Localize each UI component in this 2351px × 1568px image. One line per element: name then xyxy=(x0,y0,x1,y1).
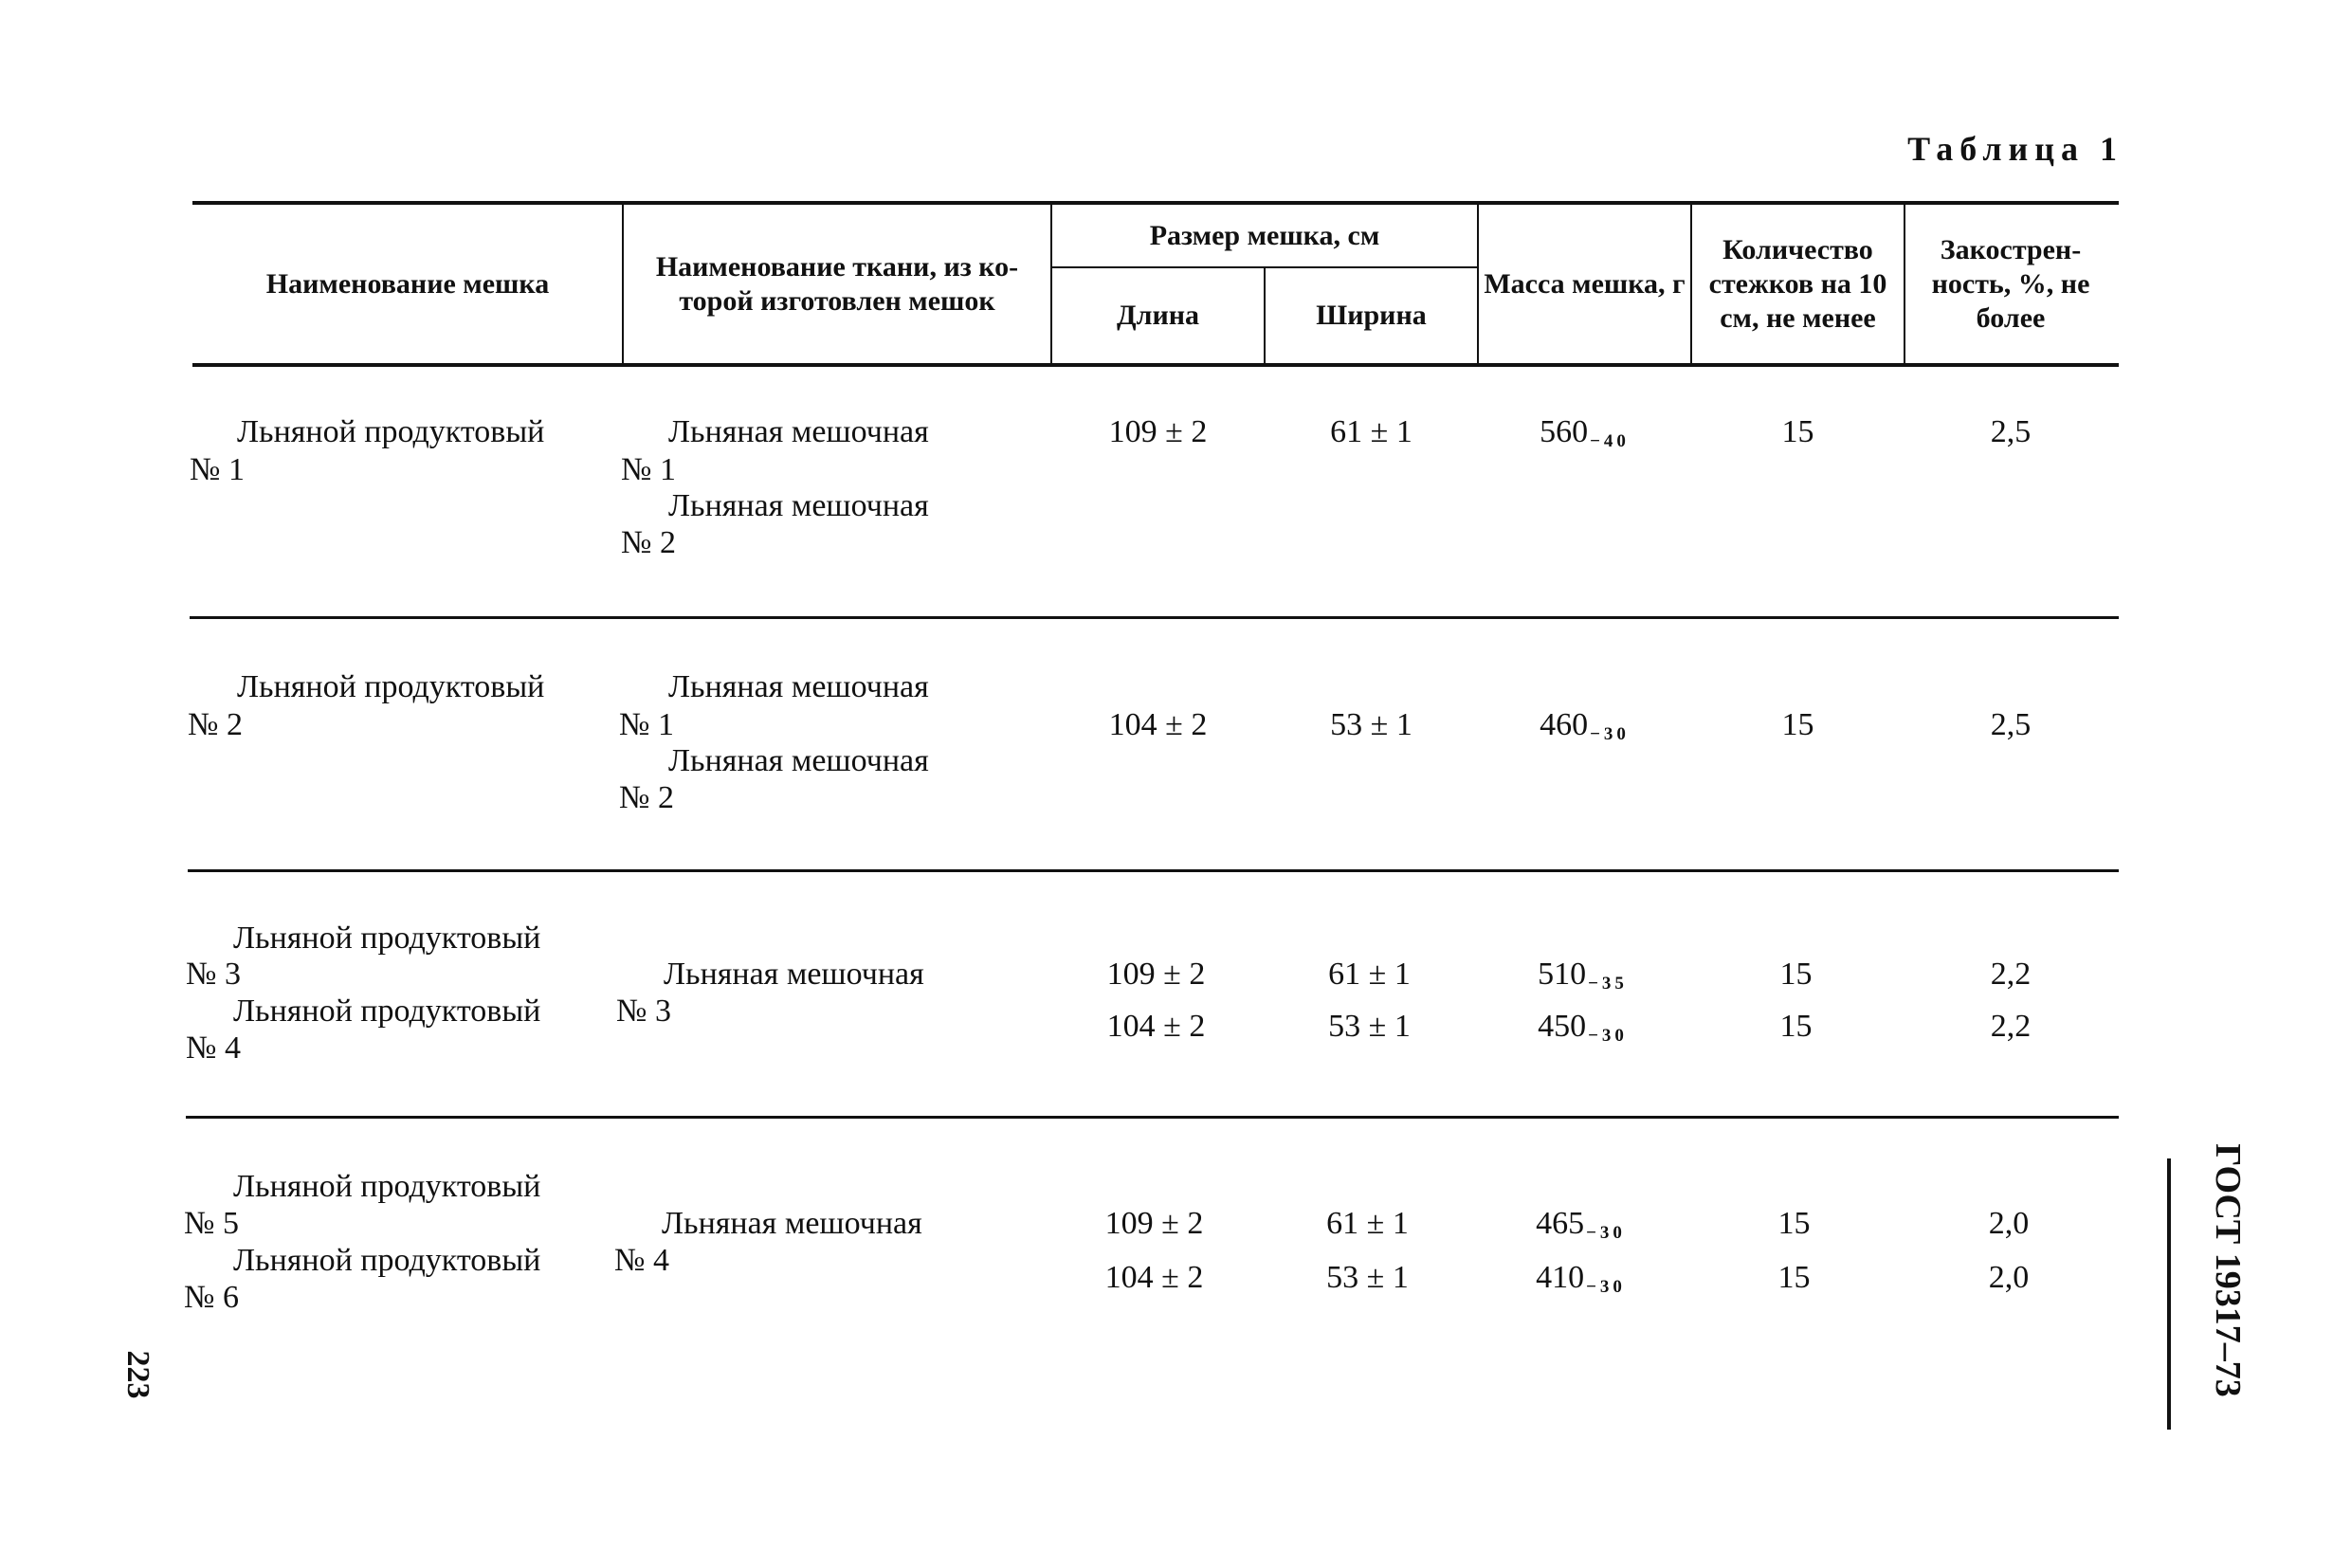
stitches-value: 15 xyxy=(1777,1260,1811,1295)
stitches-value: 15 xyxy=(1777,1206,1811,1241)
bag-number-line: № 3 xyxy=(186,957,241,992)
fabric-name-line: Льняная мешочная xyxy=(664,957,924,992)
standard-code-rule xyxy=(2167,1158,2171,1430)
contamination-value: 2,2 xyxy=(1990,957,2032,992)
contamination-value: 2,5 xyxy=(1990,707,2032,742)
fabric-number-line: № 2 xyxy=(619,780,674,815)
length-value: 109 ± 2 xyxy=(1104,1206,1204,1241)
mass-tolerance: −30 xyxy=(1590,724,1630,744)
stitches-value: 15 xyxy=(1781,707,1814,742)
header-mass: Масса мешка, г xyxy=(1484,267,1686,300)
width-value: 61 ± 1 xyxy=(1328,957,1411,992)
header-bag-name: Наименование мешка xyxy=(265,267,550,300)
mass-tolerance: −30 xyxy=(1588,1026,1628,1046)
mass-nominal: 410 xyxy=(1536,1260,1585,1295)
fabric-number-line: № 3 xyxy=(616,994,671,1029)
fabric-number-line: № 2 xyxy=(621,525,676,560)
mass-tolerance: −30 xyxy=(1586,1277,1626,1297)
length-value: 104 ± 2 xyxy=(1104,1260,1204,1295)
bag-number-line: № 5 xyxy=(184,1206,239,1241)
group-separator-3 xyxy=(186,1116,2119,1119)
table-title: Таблица 1 xyxy=(1907,130,2123,168)
bag-name-line: Льняной продуктовый xyxy=(233,921,541,956)
mass-value xyxy=(1479,413,1690,456)
mass-nominal: 460 xyxy=(1540,707,1589,742)
width-value: 61 ± 1 xyxy=(1330,414,1412,449)
fabric-number-line: № 4 xyxy=(614,1243,669,1278)
bag-name-line: Льняной продуктовый xyxy=(237,669,545,704)
mass-tolerance: −35 xyxy=(1588,974,1628,994)
header-stitches: Количество стежков на 10 см, не менее xyxy=(1708,233,1887,334)
width-value: 61 ± 1 xyxy=(1326,1206,1409,1241)
mass-nominal: 510 xyxy=(1538,957,1587,992)
header-divider-1 xyxy=(622,201,624,365)
header-size-group: Размер мешка, см xyxy=(1149,219,1380,251)
header-bottom-rule xyxy=(192,363,2119,367)
fabric-name-line: Льняная мешочная xyxy=(668,669,929,704)
contamination-value: 2,0 xyxy=(1988,1260,2030,1295)
fabric-number-line: № 1 xyxy=(619,707,674,742)
stitches-value: 15 xyxy=(1779,957,1813,992)
fabric-name-line: Льняная мешочная xyxy=(668,414,929,449)
stitches-value: 15 xyxy=(1779,1009,1813,1044)
bag-number-line: № 6 xyxy=(184,1280,239,1315)
mass-value xyxy=(1477,1008,1688,1050)
header-fabric-name: Наименование ткани, из ко-торой изготовлен мешок xyxy=(655,250,1019,317)
stitches-value: 15 xyxy=(1781,414,1814,449)
mass-value xyxy=(1475,1259,1686,1302)
width-value: 53 ± 1 xyxy=(1328,1009,1411,1044)
bag-name-line: Льняной продуктовый xyxy=(233,1169,541,1204)
mass-nominal: 560 xyxy=(1540,414,1589,449)
fabric-number-line: № 1 xyxy=(621,452,676,487)
mass-value xyxy=(1475,1205,1686,1248)
length-value: 104 ± 2 xyxy=(1108,707,1208,742)
group-separator-1 xyxy=(190,616,2119,619)
fabric-name-line: Льняная мешочная xyxy=(662,1206,922,1241)
length-value: 104 ± 2 xyxy=(1106,1009,1206,1044)
width-value: 53 ± 1 xyxy=(1326,1260,1409,1295)
bag-name-line: Льняной продуктовый xyxy=(233,994,541,1029)
header-width: Ширина xyxy=(1316,300,1427,331)
standard-code: ГОСТ 19317–73 xyxy=(2208,1143,2248,1397)
bag-name-line: Льняной продуктовый xyxy=(237,414,545,449)
mass-value xyxy=(1479,706,1690,749)
mass-nominal: 465 xyxy=(1536,1206,1585,1241)
mass-nominal: 450 xyxy=(1538,1009,1587,1044)
contamination-value: 2,2 xyxy=(1990,1009,2032,1044)
length-value: 109 ± 2 xyxy=(1108,414,1208,449)
mass-tolerance: −30 xyxy=(1586,1223,1626,1243)
fabric-name-line: Льняная мешочная xyxy=(668,743,929,778)
header-contamination: Закострен-ность, %, не более xyxy=(1931,233,2090,334)
bag-name-line: Льняной продуктовый xyxy=(233,1243,541,1278)
contamination-value: 2,0 xyxy=(1988,1206,2030,1241)
page-number: 223 xyxy=(120,1350,155,1399)
mass-tolerance: −40 xyxy=(1590,431,1630,451)
header-length: Длина xyxy=(1116,300,1200,331)
bag-number-line: № 1 xyxy=(190,452,245,487)
bag-number-line: № 2 xyxy=(188,707,243,742)
contamination-value: 2,5 xyxy=(1990,414,2032,449)
fabric-name-line: Льняная мешочная xyxy=(668,488,929,523)
width-value: 53 ± 1 xyxy=(1330,707,1412,742)
bag-number-line: № 4 xyxy=(186,1030,241,1066)
length-value: 109 ± 2 xyxy=(1106,957,1206,992)
mass-value xyxy=(1477,956,1688,998)
group-separator-2 xyxy=(188,869,2119,872)
